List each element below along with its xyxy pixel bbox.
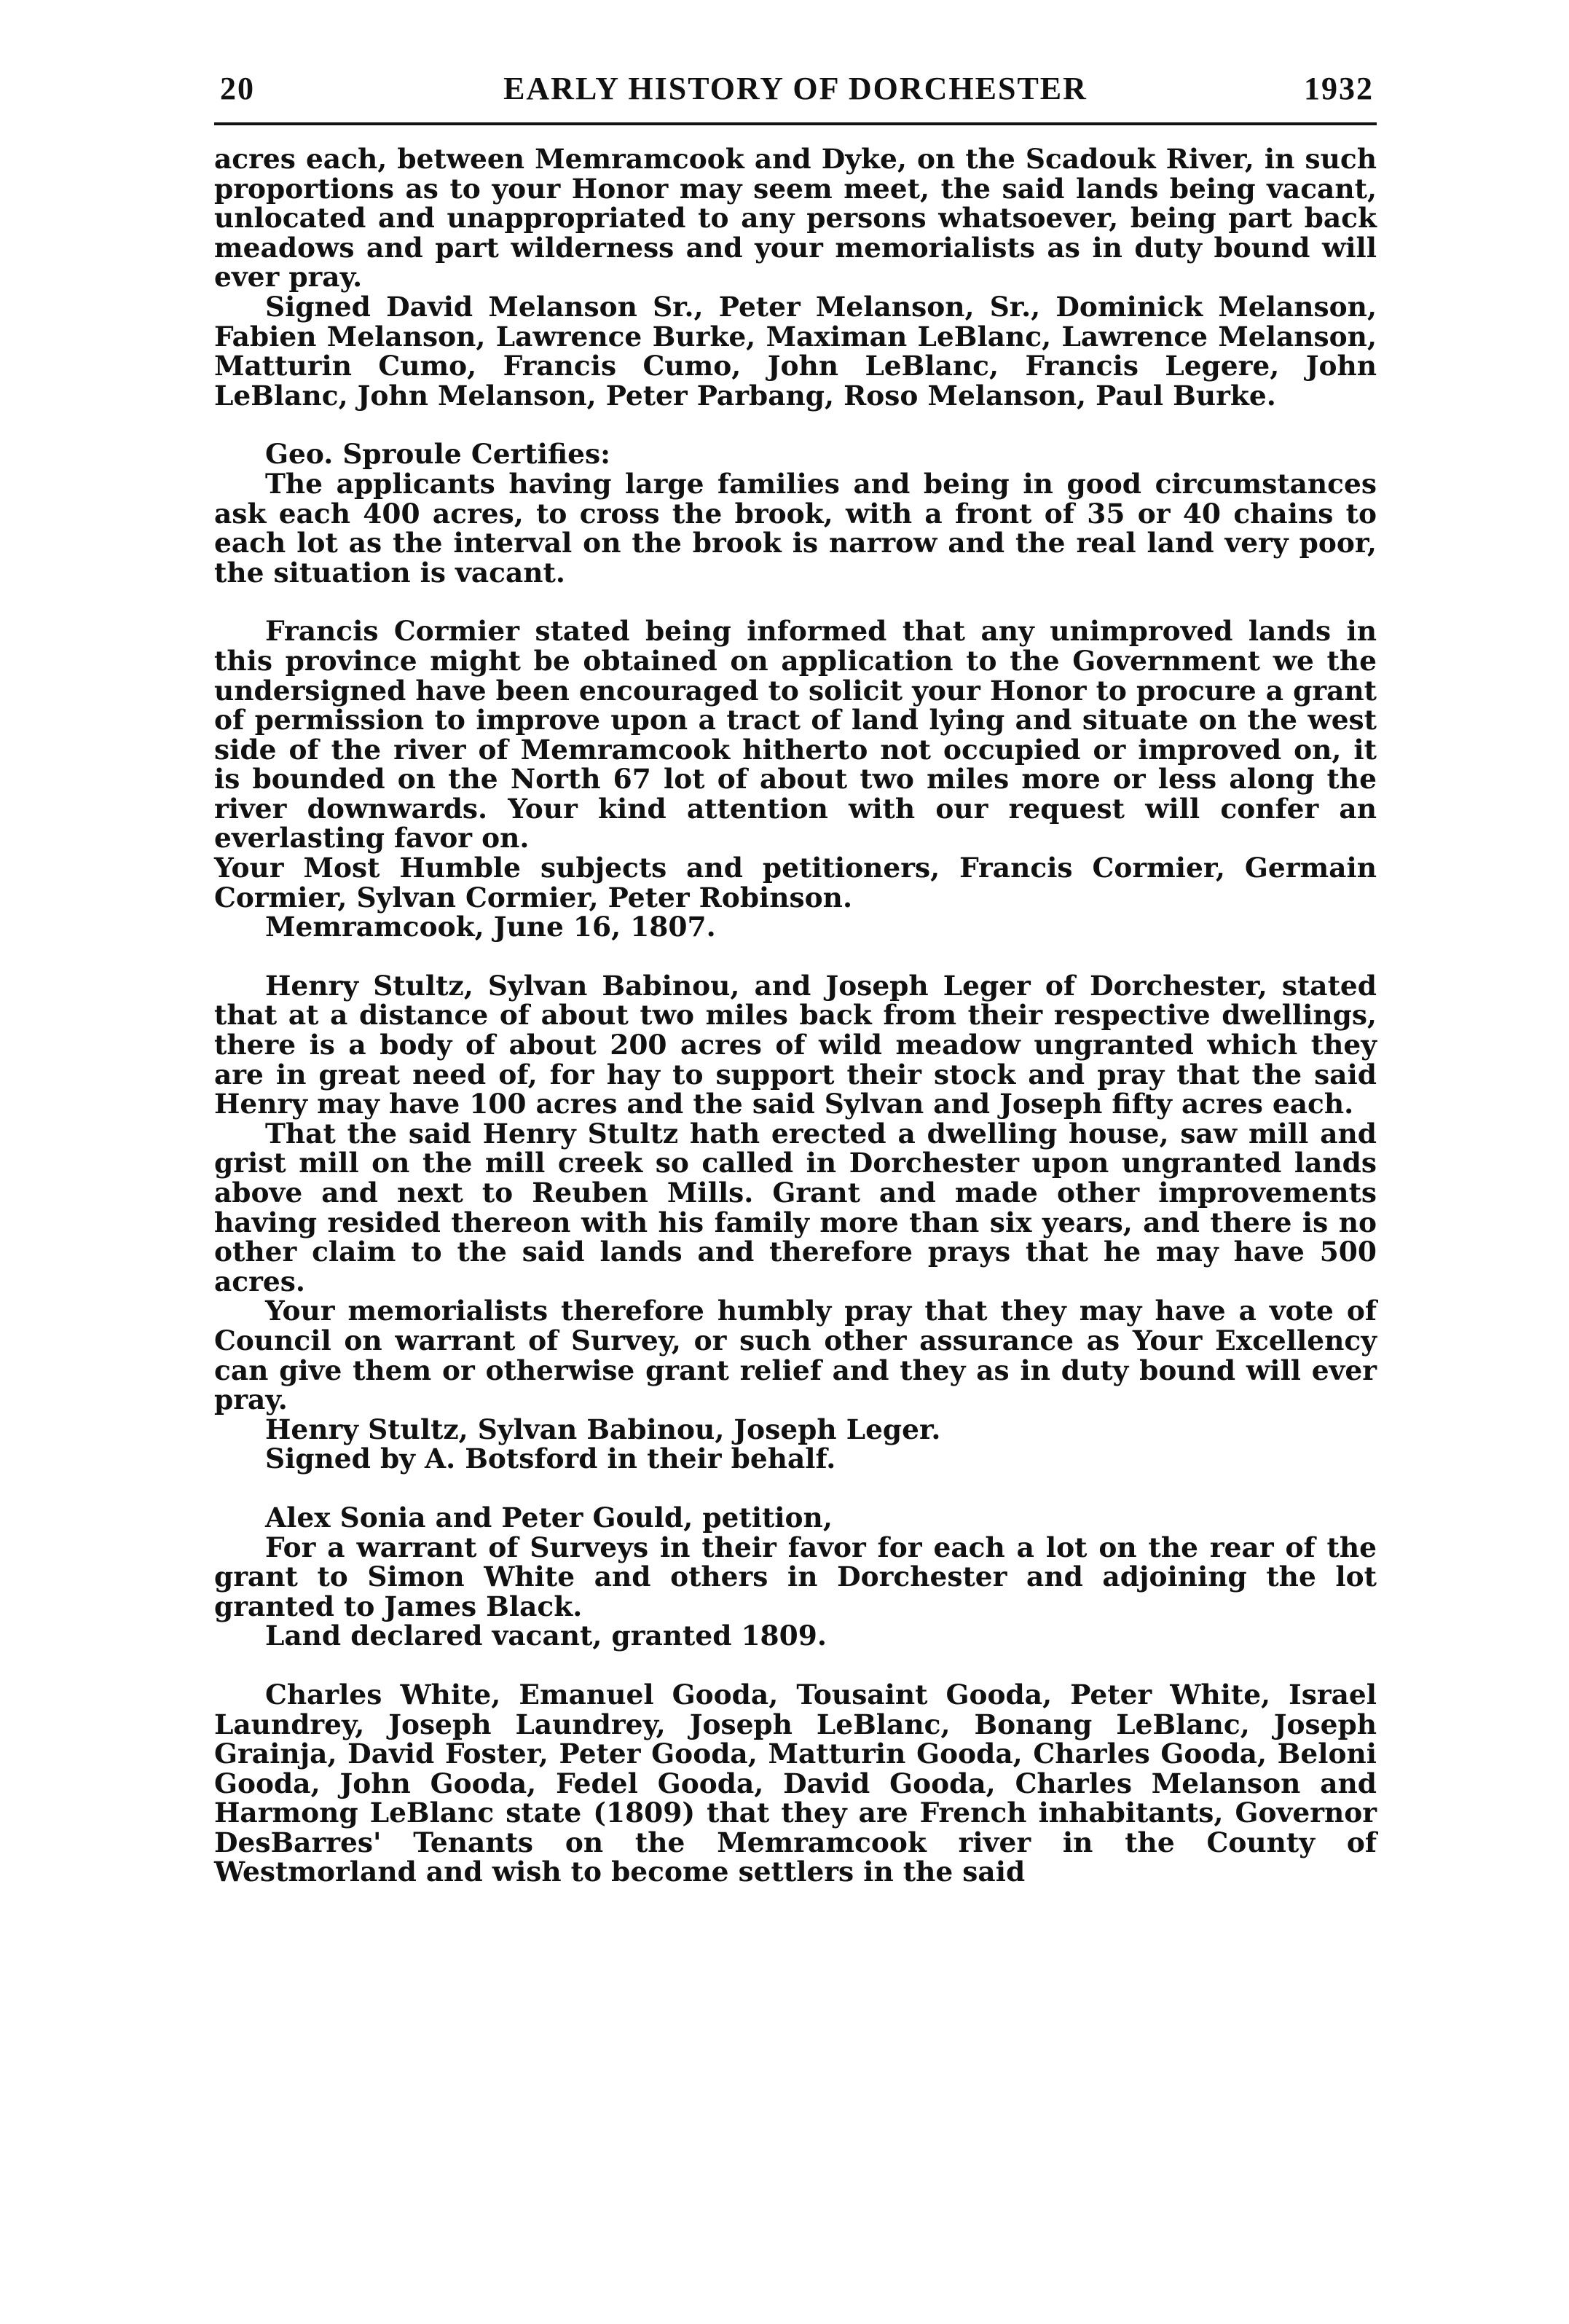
document-page <box>214 0 1377 2324</box>
petition-continuation-paragraph: acres each, between Memramcook and Dyke, on the Scadouk River, in such proportions as to your Honor may seem meet, the said lands being vacant, unlocated and unappropriated to any persons whatsoever, being part back meadows and part wilderness and your memorialists as in duty bound will ever pray. <box>214 143 1377 294</box>
signatories-paragraph: Signed David Melanson Sr., Peter Melanson, Sr., Dominick Melanson, Fabien Melanson, Lawrence Burke, Maximan LeBlanc, Lawrence Melanson, Matturin Cumo, Francis Cumo, John LeBlanc, Francis Legere, John LeBlanc, John Melanson, Peter Parbang, Roso Melanson, Paul Burke. <box>214 290 1377 412</box>
running-title: EARLY HISTORY OF DORCHESTER <box>503 71 1088 106</box>
header-year: 1932 <box>1304 71 1374 106</box>
cormier-date-line: Memramcook, June 16, 1807. <box>265 911 716 943</box>
botsford-signature-line: Signed by A. Botsford in their behalf. <box>265 1442 836 1475</box>
sonia-gould-petition-paragraph: For a warrant of Surveys in their favor for each a lot on the rear of the grant to Simon White and others in Dorchester and adjoining the lot granted to James Black. <box>214 1531 1377 1622</box>
land-declared-vacant-line: Land declared vacant, granted 1809. <box>265 1620 827 1652</box>
stultz-petition-paragraph: Henry Stultz, Sylvan Babinou, and Joseph Leger of Dorchester, stated that at a distance of about two miles back from their respective dwellings, there is a body of about 200 acres of wild meadow ungranted which they are in great need of, for hay to support their stock and pray that the said Henry may have 100 acres and the said Sylvan and Joseph fifty acres each. <box>214 969 1377 1120</box>
stultz-signatories-line: Henry Stultz, Sylvan Babinou, Joseph Leger. <box>265 1413 941 1445</box>
sonia-gould-petition-heading: Alex Sonia and Peter Gould, petition, <box>265 1501 833 1534</box>
document-body <box>214 144 1377 1887</box>
certification-heading: Geo. Sproule Certifies: <box>265 438 610 471</box>
cormier-signatories-paragraph: Your Most Humble subjects and petitioners, Francis Cormier, Germain Cormier, Sylvan Cormier, Peter Robinson. <box>214 852 1377 914</box>
memorialists-prayer-paragraph: Your memorialists therefore humbly pray that they may have a vote of Council on warrant of Survey, or such other assurance as Your Excellency can give them or otherwise grant relief and they as in duty bound will ever pray. <box>214 1295 1377 1416</box>
cormier-petition-paragraph: Francis Cormier stated being informed that any unimproved lands in this province might be obtained on application to the Government we the undersigned have been encouraged to solicit your Honor to procure a grant of permission to improve upon a tract of land lying and situate on the west side of the river of Memramcook hitherto not occupied or improved on, it is bounded on the North 67 lot of about two miles more or less along the river downwards. Your kind attention with our request will confer an everlasting favor on. <box>214 615 1377 855</box>
certification-paragraph: The applicants having large families and being in good circumstances ask each 400 acres, to cross the brook, with a front of 35 or 40 chains to each lot as the interval on the brook is narrow and the real land very poor, the situation is vacant. <box>214 467 1377 589</box>
stultz-mill-paragraph: That the said Henry Stultz hath erected a dwelling house, saw mill and grist mill on the mill creek so called in Dorchester upon ungranted lands above and next to Reuben Mills. Grant and made other improvements having resided thereon with his family more than six years, and there is no other claim to the said lands and therefore prays that he may have 500 acres. <box>214 1117 1377 1298</box>
page-number: 20 <box>220 71 255 106</box>
french-inhabitants-paragraph: Charles White, Emanuel Gooda, Tousaint Gooda, Peter White, Israel Laundrey, Joseph Laundrey, Joseph LeBlanc, Bonang LeBlanc, Joseph Grainja, David Foster, Peter Gooda, Matturin Gooda, Charles Gooda, Beloni Gooda, John Gooda, Fedel Gooda, David Gooda, Charles Melanson and Harmong LeBlanc state (1809) that they are French inhabitants, Governor DesBarres' Tenants on the Memramcook river in the County of Westmorland and wish to become settlers in the said <box>214 1678 1377 1888</box>
header-rule <box>214 122 1377 125</box>
running-header <box>214 70 1377 114</box>
